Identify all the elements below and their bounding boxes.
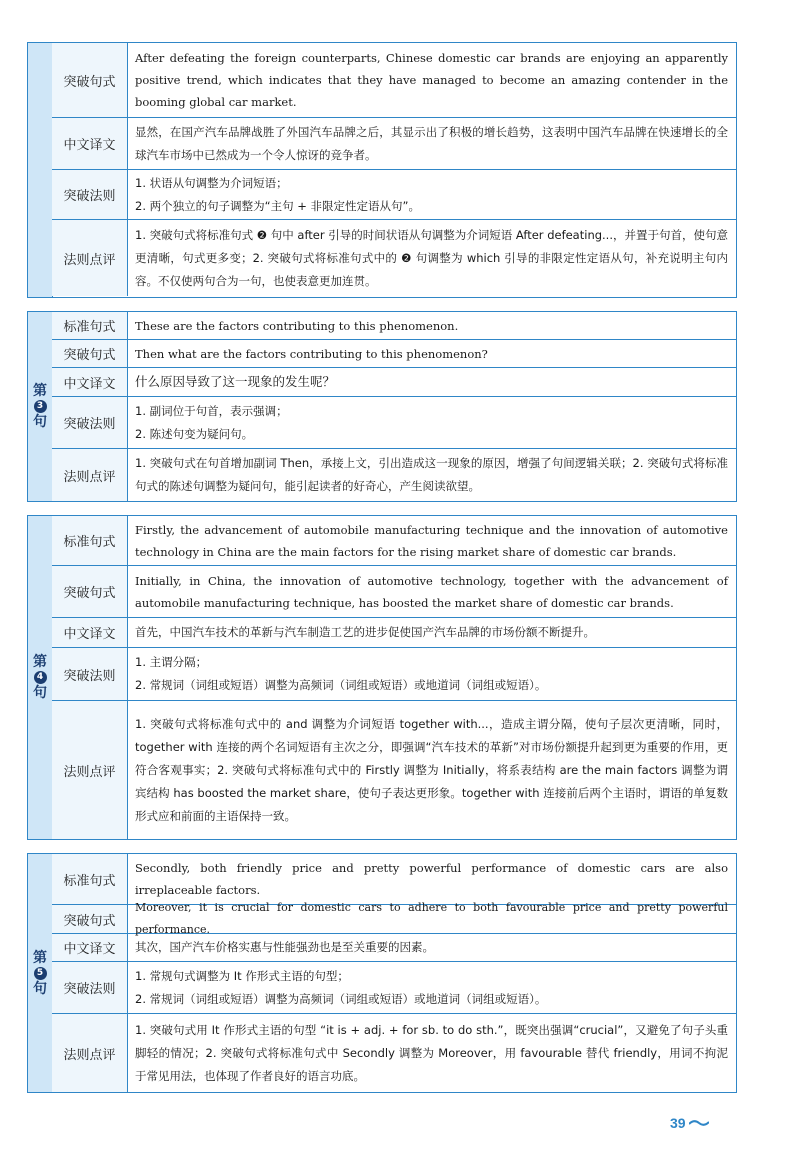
row-label: 突破句式 xyxy=(52,340,128,367)
row-label: 突破法则 xyxy=(52,397,128,448)
row-breakthrough xyxy=(52,901,736,936)
row-label: 中文译文 xyxy=(52,368,128,396)
sentence-number-label: 第 3 句 xyxy=(33,383,47,430)
rule-item: 2. 常规词（词组或短语）调整为高频词（词组或短语）或地道词（词组或短语）。 xyxy=(135,991,547,1006)
rule-item: 2. 两个独立的句子调整为“主句 + 非限定性定语从句”。 xyxy=(135,198,420,213)
rule-item: 1. 主谓分隔； xyxy=(135,655,208,669)
row-label: 中文译文 xyxy=(52,934,128,961)
standard-text: Secondly, both friendly price and pretty powerful performance of domestic cars are also irreplaceable factors. xyxy=(135,861,728,897)
row-translation xyxy=(52,618,736,648)
row-rules xyxy=(52,397,736,449)
row-label: 法则点评 xyxy=(52,701,128,839)
row-label: 突破法则 xyxy=(52,170,128,219)
row-label: 法则点评 xyxy=(52,1014,128,1092)
side-bar xyxy=(28,854,53,1092)
side-bar xyxy=(28,516,53,839)
row-label: 突破句式 xyxy=(52,905,128,933)
row-rules xyxy=(52,962,736,1014)
row-label: 法则点评 xyxy=(52,449,128,501)
row-translation xyxy=(52,934,736,962)
number-circle: 4 xyxy=(34,671,47,684)
rule-item: 2. 常规词（词组或短语）调整为高频词（词组或短语）或地道词（词组或短语）。 xyxy=(135,678,547,692)
comment-text: 1. 突破句式将标准句式中的 and 调整为介词短语 together with...，造成主谓分隔，使句子层次更清晰，同时，together with 连接的两个名词短语有主次之分，即强调“汽车技术的革新”对市场份额提升起到更为重要的作用，更符合客观事实；2. 突破句式将标准句式中的 Firstly 调整为 Initially，将系表结构 are the main factors 调整为谓宾结构 has boosted the market share，使句子表达更形象。together with 连接前后两个主语时，谓语的单复数形式应和前面的主语保持一致。 xyxy=(135,716,728,823)
breakthrough-text: Moreover, it is crucial for domestic cars to adhere to both favourable price and pretty powerful performance. xyxy=(135,901,728,936)
row-standard xyxy=(52,312,736,340)
comment-text: 1. 突破句式用 It 作形式主语的句型 “it is + adj. + for sb. to do sth.”，既突出强调“crucial”，又避免了句子头重脚轻的情况；2. 突破句式将标准句式中 Secondly 调整为 Moreover，用 favourable 替代 friendly，用词不拘泥于常见用法，也体现了作者良好的语言功底。 xyxy=(135,1022,728,1083)
rule-item: 1. 常规句式调整为 It 作形式主语的句型； xyxy=(135,968,349,983)
wave-icon xyxy=(689,1119,709,1127)
comment-text: 1. 突破句式在句首增加副词 Then，承接上文，引出造成这一现象的原因，增强了句间逻辑关联；2. 突破句式将标准句式的陈述句调整为疑问句，能引起读者的好奇心，产生阅读欲望。 xyxy=(135,456,728,493)
sentence-block-4 xyxy=(27,515,737,840)
sentence-block-5 xyxy=(27,853,737,1093)
translation-text: 其次，国产汽车价格实惠与性能强劲也是至关重要的因素。 xyxy=(135,940,434,954)
row-comment xyxy=(52,449,736,501)
row-label: 标准句式 xyxy=(52,516,128,565)
row-breakthrough xyxy=(52,566,736,618)
row-label: 法则点评 xyxy=(52,220,128,296)
row-comment xyxy=(52,1014,736,1092)
row-label: 突破句式 xyxy=(52,566,128,617)
row-label: 突破法则 xyxy=(52,648,128,700)
row-breakthrough xyxy=(52,43,736,118)
sentence-block-2 xyxy=(27,42,737,298)
comment-text: 1. 突破句式将标准句式 ❷ 句中 after 引导的时间状语从句调整为介词短语 After defeating...，并置于句首，使句意更清晰，句式更多变；2. 突破句式将标准句式中的 ❷ 句调整为 which 引导的非限定性定语从句，补充说明主句内容。不仅使两句合为一句，也使表意更加连贯。 xyxy=(135,227,728,288)
number-circle: 5 xyxy=(34,967,47,980)
breakthrough-text: Then what are the factors contributing to this phenomenon? xyxy=(135,346,488,361)
side-bar xyxy=(28,312,53,501)
row-standard xyxy=(52,516,736,566)
page-number: 39 xyxy=(670,1115,709,1131)
row-rules xyxy=(52,648,736,701)
side-bar xyxy=(28,43,53,297)
rule-item: 1. 状语从句调整为介词短语； xyxy=(135,175,288,190)
row-rules xyxy=(52,170,736,220)
rule-item: 1. 副词位于句首，表示强调； xyxy=(135,403,288,418)
standard-text: These are the factors contributing to this phenomenon. xyxy=(135,318,459,333)
row-comment xyxy=(52,220,736,296)
row-translation xyxy=(52,118,736,170)
row-label: 突破句式 xyxy=(52,43,128,117)
row-label: 突破法则 xyxy=(52,962,128,1013)
row-label: 中文译文 xyxy=(52,118,128,169)
rule-item: 2. 陈述句变为疑问句。 xyxy=(135,426,254,441)
row-label: 标准句式 xyxy=(52,312,128,339)
sentence-block-3 xyxy=(27,311,737,502)
row-label: 标准句式 xyxy=(52,854,128,904)
row-comment xyxy=(52,701,736,839)
breakthrough-text: Initially, in China, the innovation of automotive technology, together with the advancement of automobile manufacturing technique, has boosted the market share of domestic car brands. xyxy=(135,573,728,610)
row-breakthrough xyxy=(52,340,736,368)
row-label: 中文译文 xyxy=(52,618,128,647)
translation-text: 首先，中国汽车技术的革新与汽车制造工艺的进步促使国产汽车品牌的市场份额不断提升。 xyxy=(135,625,595,639)
row-translation xyxy=(52,368,736,397)
translation-text: 显然，在国产汽车品牌战胜了外国汽车品牌之后，其显示出了积极的增长趋势，这表明中国汽车品牌在快速增长的全球汽车市场中已然成为一个令人惊讶的竞争者。 xyxy=(135,124,728,162)
number-circle: 3 xyxy=(34,400,47,413)
sentence-number-label: 第 5 句 xyxy=(33,949,47,997)
standard-text: Firstly, the advancement of automobile manufacturing technique and the innovation of automotive technology in China are the main factors for the rising market share of domestic car brands. xyxy=(135,522,728,559)
sentence-number-label: 第 4 句 xyxy=(33,654,47,701)
breakthrough-text: After defeating the foreign counterparts, Chinese domestic car brands are enjoying an apparently positive trend, which indicates that they have managed to become an amazing contender in the booming global car market. xyxy=(135,51,728,109)
translation-text: 什么原因导致了这一现象的发生呢？ xyxy=(135,374,336,389)
